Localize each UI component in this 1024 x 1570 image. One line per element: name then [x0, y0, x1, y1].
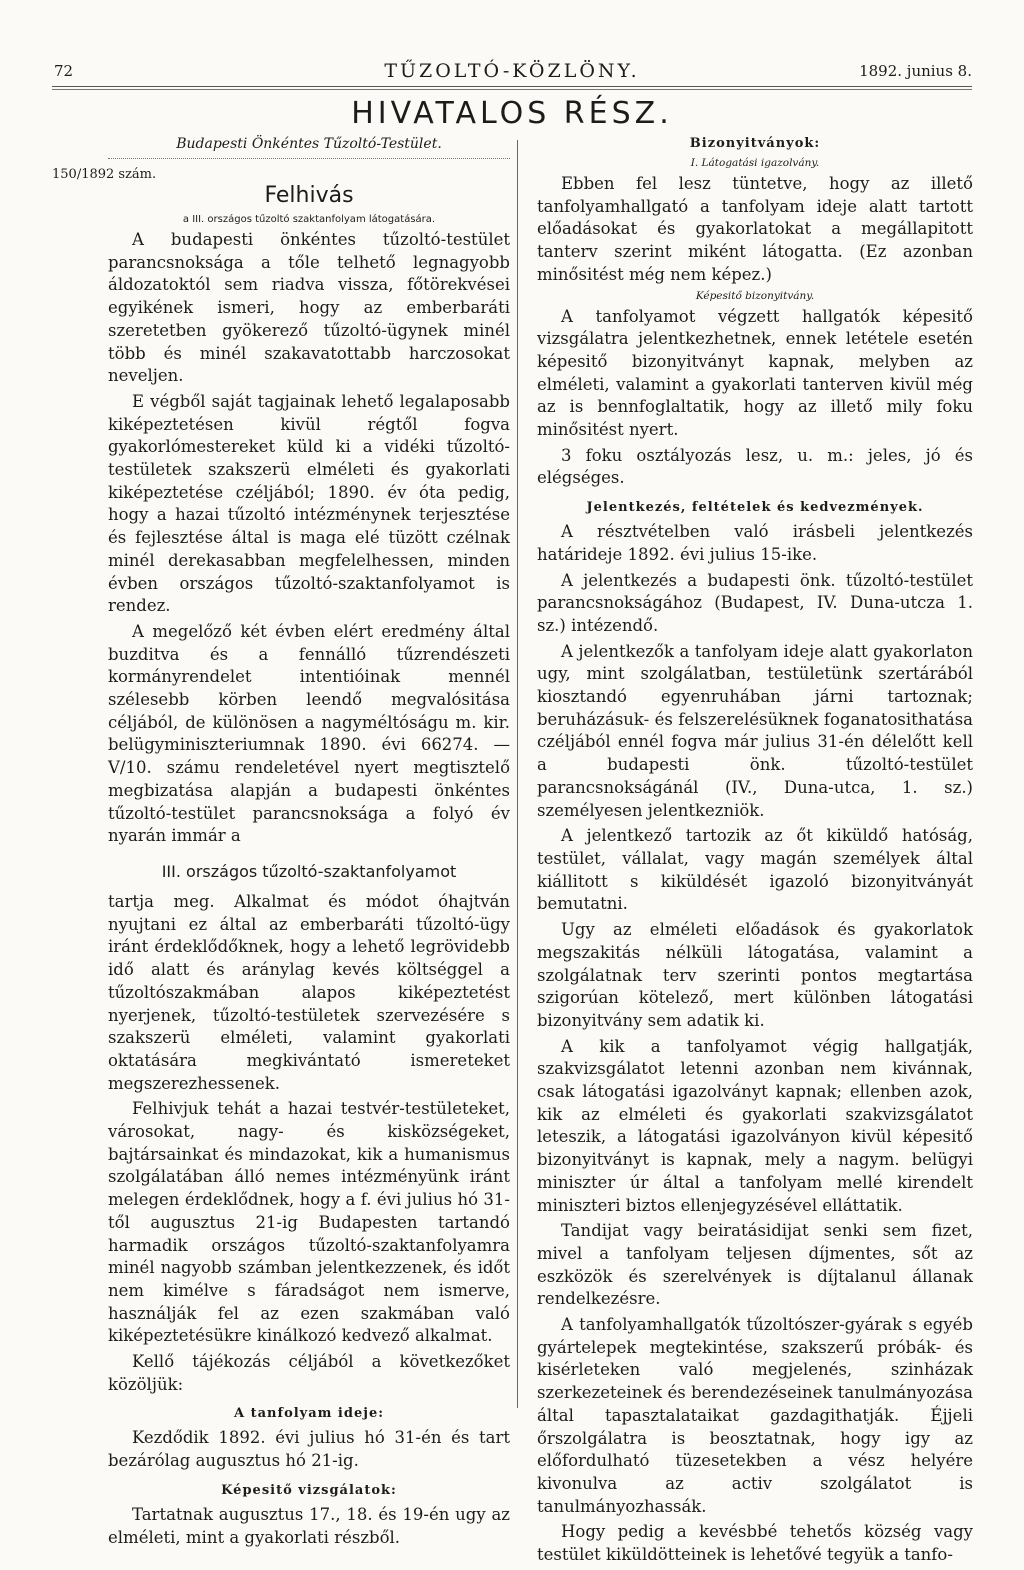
paragraph: E végből saját tagjainak lehető legalaposabb kiképeztetésen kivül régtől fogva gyakorlómestereket küld ki a vidéki tűzoltó-testületek szakszerü elméleti és gyakorlati kiképeztetése czéljából; 1890. év óta pedig, hogy a hazai tűzoltó intézménynek terjesztése és fejlesztése által is maga elé tüzött czélnak minél derekasabban megfelelhessen, minden évben országos tűzoltó-szaktanfolyamot is rendez.: [108, 391, 510, 616]
issuer: Budapesti Önkéntes Tűzoltó-Testület.: [176, 136, 442, 152]
paragraph: A megelőző két évben elért eredmény által buzditva és a fennálló tűzrendészeti kormányrendelet intentióinak mennél szélesebb körben leendő megvalósitása céljából, de különösen a nagyméltóságu m. kir. belügyminiszteriumnak 1890. évi 66274. —V/10. számu rendeletével nyert megtisztelő megbizatása alapján a budapesti önkéntes tűzoltó-testület parancsnoksága a folyó év nyarán immár a: [108, 621, 510, 846]
subheading-attendance: I. Látogatási igazolvány.: [690, 157, 820, 169]
column-divider: [517, 140, 518, 1408]
paragraph: Felhivjuk tehát a hazai testvér-testületeket, városokat, nagy- és kisközségeket, bajtársainkat és mindazokat, kik a humanismus szolgálatában álló nemes intézményünk iránt melegen érdeklődnek, hogy a f. évi julius hó 31-től augusztus 21-ig Budapesten tartandó harmadik országos tűzoltó-szaktanfolyamra minél nagyobb számban jelentkezzenek, és időt nem kimélve s fáradságot nem ismerve, használják fel az ezen szakmában való kiképeztetésükre kinálkozó kedvező alkalmat.: [108, 1099, 510, 1346]
paragraph: A résztvételben való irásbeli jelentkezés határideje 1892. évi julius 15-ike.: [537, 522, 973, 564]
page-number: 72: [54, 62, 74, 80]
subheading-exams: Képesitő vizsgálatok:: [221, 1482, 397, 1498]
header-rule: [52, 89, 972, 90]
subheading-course-dates: A tanfolyam ideje:: [233, 1406, 385, 1422]
paragraph: Hogy pedig a kevésbbé tehetős község vagy testület kiküldötteinek is lehetővé tegyük a tanfo-: [537, 1522, 973, 1565]
paragraph: A kik a tanfolyamot végig hallgatják, szakvizsgálatot letenni azonban nem kivánnak, csak látogatási igazolványt kapnak; ellenben azok, kik az elméleti és gyakorlati szakvizsgálatot leteszik, a látogatási igazolványon kivül képesitő bizonyitványt is kapnak, mely a nagym. belügyi miniszter úr által a tanfolyam mellé kirendelt miniszteri biztos ellenjegyzésével elláttatik.: [537, 1036, 973, 1215]
reference-line: [52, 158, 510, 182]
paragraph: A jelentkezők a tanfolyam ideje alatt gyakorlaton ugy, mint szolgálatban, testületünk szertárából kiosztandó egyenruhában járni tartoznak; beruházásuk- és felszerelésüknek foganatosithatása czéljából ennél fogva már julius 31-én délelőtt kell a budapesti önk. tűzoltó-testület parancsnokságánál (IV., Duna-utca, 1. sz.) személyesen jelentkezniök.: [537, 641, 973, 820]
paragraph: Tandijat vagy beiratásidijat senki sem fizet, mivel a tanfolyam teljesen díjmentes, sőt az eszközök és szerelvények is díjtalanul állanak rendelkezésre.: [537, 1221, 973, 1309]
course-heading: III. országos tűzoltó-szaktanfolyamot: [161, 861, 457, 881]
reference-number: 150/1892 szám.: [52, 167, 157, 182]
paragraph: tartja meg. Alkalmat és módot óhajtván nyujtani ez által az emberbaráti tűzoltó-ügy iránt érdeklődőknek, hogy a lehető legrövidebb idő alatt és aránylag kevés költséggel a tűzoltószakmában alapos kiképeztetést nyerjenek, tűzoltó-testületek szervezésére s szakszerü elméleti, valamint gyakorlati oktatására megkivántató ismereteket megszerezhessenek.: [108, 891, 510, 1093]
subheading-qualifying: Képesitő bizonyitvány.: [695, 289, 815, 302]
paragraph: Kellő tájékozás céljából a következőket közöljük:: [108, 1352, 510, 1394]
subheading-certificates: Bizonyitványok:: [689, 136, 821, 151]
masthead: TŰZOLTÓ-KÖZLÖNY.: [384, 60, 640, 82]
paragraph: Ebben fel lesz tüntetve, hogy az illető tanfolyamhallgató a tanfolyam ideje alatt tartott előadásokat és gyakorlatokat a megállapitott tanterv szerint miként látogatta. (Ez azonban minősitést még nem képez.): [537, 174, 973, 284]
issue-date: 1892. junius 8.: [859, 62, 972, 80]
paragraph: Kezdődik 1892. évi julius hó 31-én és tart bezárólag augusztus hó 21-ig.: [108, 1428, 510, 1471]
paragraph: A jelentkező tartozik az őt kiküldő hatóság, testület, vállalat, vagy magán személyek által kiállitott s kiküldését igazoló bizonyitványát bemutatni.: [537, 826, 973, 914]
notice-subtitle: a III. országos tűzoltó szaktanfolyam látogatására.: [182, 214, 436, 225]
notice-title: Felhivás: [264, 183, 354, 208]
left-column: [52, 136, 510, 1552]
paragraph: A tanfolyamot végzett hallgatók képesitő vizsgálatra jelentkezhetnek, ennek letétele esetén képesitő bizonyitványt kapnak, melyben az elméleti, valamint a gyakorlati tanterven kivül még az is bennfoglaltatik, hogy az illető mily foku minősitést nyert.: [537, 306, 973, 440]
subheading-application: Jelentkezés, feltételek és kedvezmények.: [586, 500, 924, 516]
paragraph: A budapesti önkéntes tűzoltó-testület parancsnoksága a tőle telhető legnagyobb áldozatoktól sem riadva vissza, főtörekvései egyikének ismeri, hogy az emberbaráti szeretetben gyökerező tűzoltó-ügynek minél több és minél szakavatottabb harczosokat neveljen.: [108, 230, 510, 386]
paragraph: A jelentkezés a budapesti önk. tűzoltó-testület parancsnokságához (Budapest, IV. Duna-utcza 1. sz.) intézendő.: [537, 570, 973, 635]
page-header: [52, 60, 972, 87]
paragraph: 3 foku osztályozás lesz, u. m.: jeles, jó és elégséges.: [537, 445, 973, 488]
paragraph: A tanfolyamhallgatók tűzoltószer-gyárak s egyéb gyártelepek megtekintése, szakszerű próbák- és kisérleteken való megjelenés, szinházak szerkezeteinek és berendezéseinek tanulmányozása által tapasztalataikat gazdagithatják. Éjjeli őrszolgálatra is beosztatnak, hogy igy az előfordulható tüzesetekben a vész helyére kivonulva az activ szolgálatot is tanulmányozhassák.: [537, 1315, 973, 1516]
right-column: [537, 136, 973, 1570]
paragraph: Ugy az elméleti előadások és gyakorlatok megszakitás nélküli látogatása, valamint a szolgálatnak terv szerinti pontos megtartása szigorúan kötelező, mert különben látogatási bizonyitvány sem adatik ki.: [537, 920, 973, 1030]
section-title: HIVATALOS RÉSZ.: [351, 96, 673, 131]
paragraph: Tartatnak augusztus 17., 18. és 19-én ugy az elméleti, mint a gyakorlati részből.: [108, 1504, 510, 1547]
